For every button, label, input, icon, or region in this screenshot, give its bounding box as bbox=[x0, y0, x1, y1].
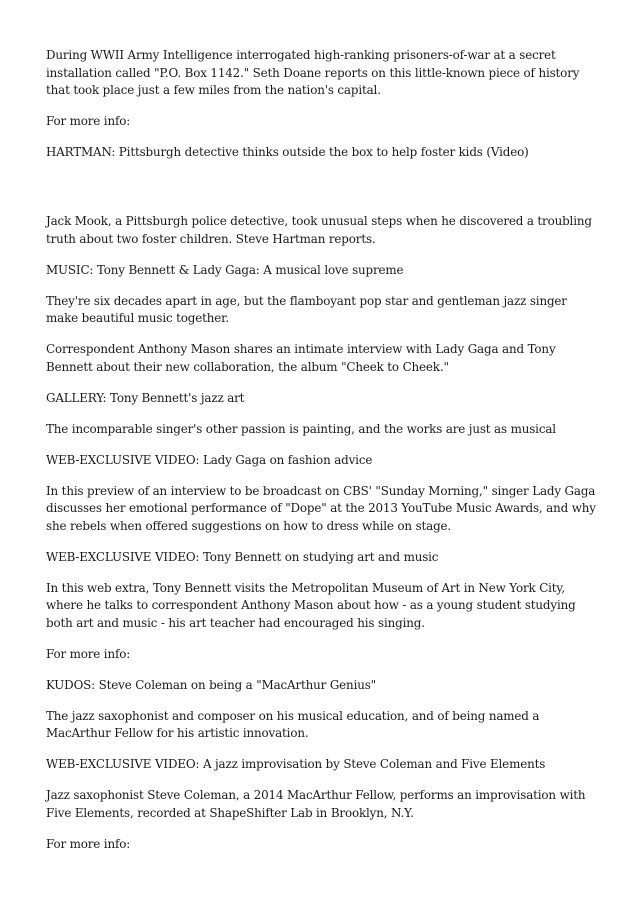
paragraph-six-decades: They're six decades apart in age, but the flamboyant pop star and gentleman jazz singer make beautiful music together. bbox=[46, 293, 567, 325]
paragraph-wwii-intro: During WWII Army Intelligence interrogated high-ranking prisoners-of-war at a secret installation called "P.O. Box 1142." Seth Doane reports on this little-known piece of history that took place just a few miles from the nation's capital. bbox=[46, 48, 580, 97]
heading-gallery: GALLERY: Tony Bennett's jazz art bbox=[46, 390, 245, 405]
paragraph-painting: The incomparable singer's other passion is painting, and the works are just as musical bbox=[46, 421, 556, 436]
paragraph-bennett-museum: In this web extra, Tony Bennett visits the Metropolitan Museum of Art in New York City, where he talks to correspondent Anthony Mason about how - as a young student studying both art and music - his art teacher had encouraged his singing. bbox=[46, 580, 576, 630]
document-page bbox=[46, 47, 598, 867]
heading-hartman: HARTMAN: Pittsburgh detective thinks outside the box to help foster kids (Video) bbox=[46, 145, 529, 159]
heading-kudos: KUDOS: Steve Coleman on being a "MacArthur Genius" bbox=[46, 677, 377, 692]
paragraph-jack-mook: Jack Mook, a Pittsburgh police detective, took unusual steps when he discovered a troubling truth about two foster children. Steve Hartman reports. bbox=[46, 214, 592, 246]
paragraph-correspondent: Correspondent Anthony Mason shares an intimate interview with Lady Gaga and Tony Bennett about their new collaboration, the album "Cheek to Cheek." bbox=[46, 342, 556, 374]
heading-gaga-fashion: WEB-EXCLUSIVE VIDEO: Lady Gaga on fashion advice bbox=[46, 452, 373, 467]
paragraph-gaga-preview: In this preview of an interview to be broadcast on CBS' "Sunday Morning," singer Lady Gaga discusses her emotional performance of "Dope" at the 2013 YouTube Music Awards, and why she rebels when offered suggestions on how to dress while on stage. bbox=[46, 483, 596, 533]
heading-coleman-video: WEB-EXCLUSIVE VIDEO: A jazz improvisation by Steve Coleman and Five Elements bbox=[46, 757, 546, 771]
paragraph-more-info-2: For more info: bbox=[46, 646, 131, 661]
paragraph-more-info-1: For more info: bbox=[46, 114, 131, 128]
paragraph-coleman-education: The jazz saxophonist and composer on his musical education, and of being named a MacArthur Fellow for his artistic innovation. bbox=[46, 708, 540, 740]
blank-space bbox=[46, 175, 598, 213]
paragraph-coleman-performance: Jazz saxophonist Steve Coleman, a 2014 MacArthur Fellow, performs an improvisation with Five Elements, recorded at ShapeShifter Lab in Brooklyn, N.Y. bbox=[46, 788, 586, 820]
heading-bennett-art: WEB-EXCLUSIVE VIDEO: Tony Bennett on studying art and music bbox=[46, 549, 439, 564]
heading-music: MUSIC: Tony Bennett & Lady Gaga: A musical love supreme bbox=[46, 262, 404, 277]
paragraph-more-info-3: For more info: bbox=[46, 836, 131, 851]
